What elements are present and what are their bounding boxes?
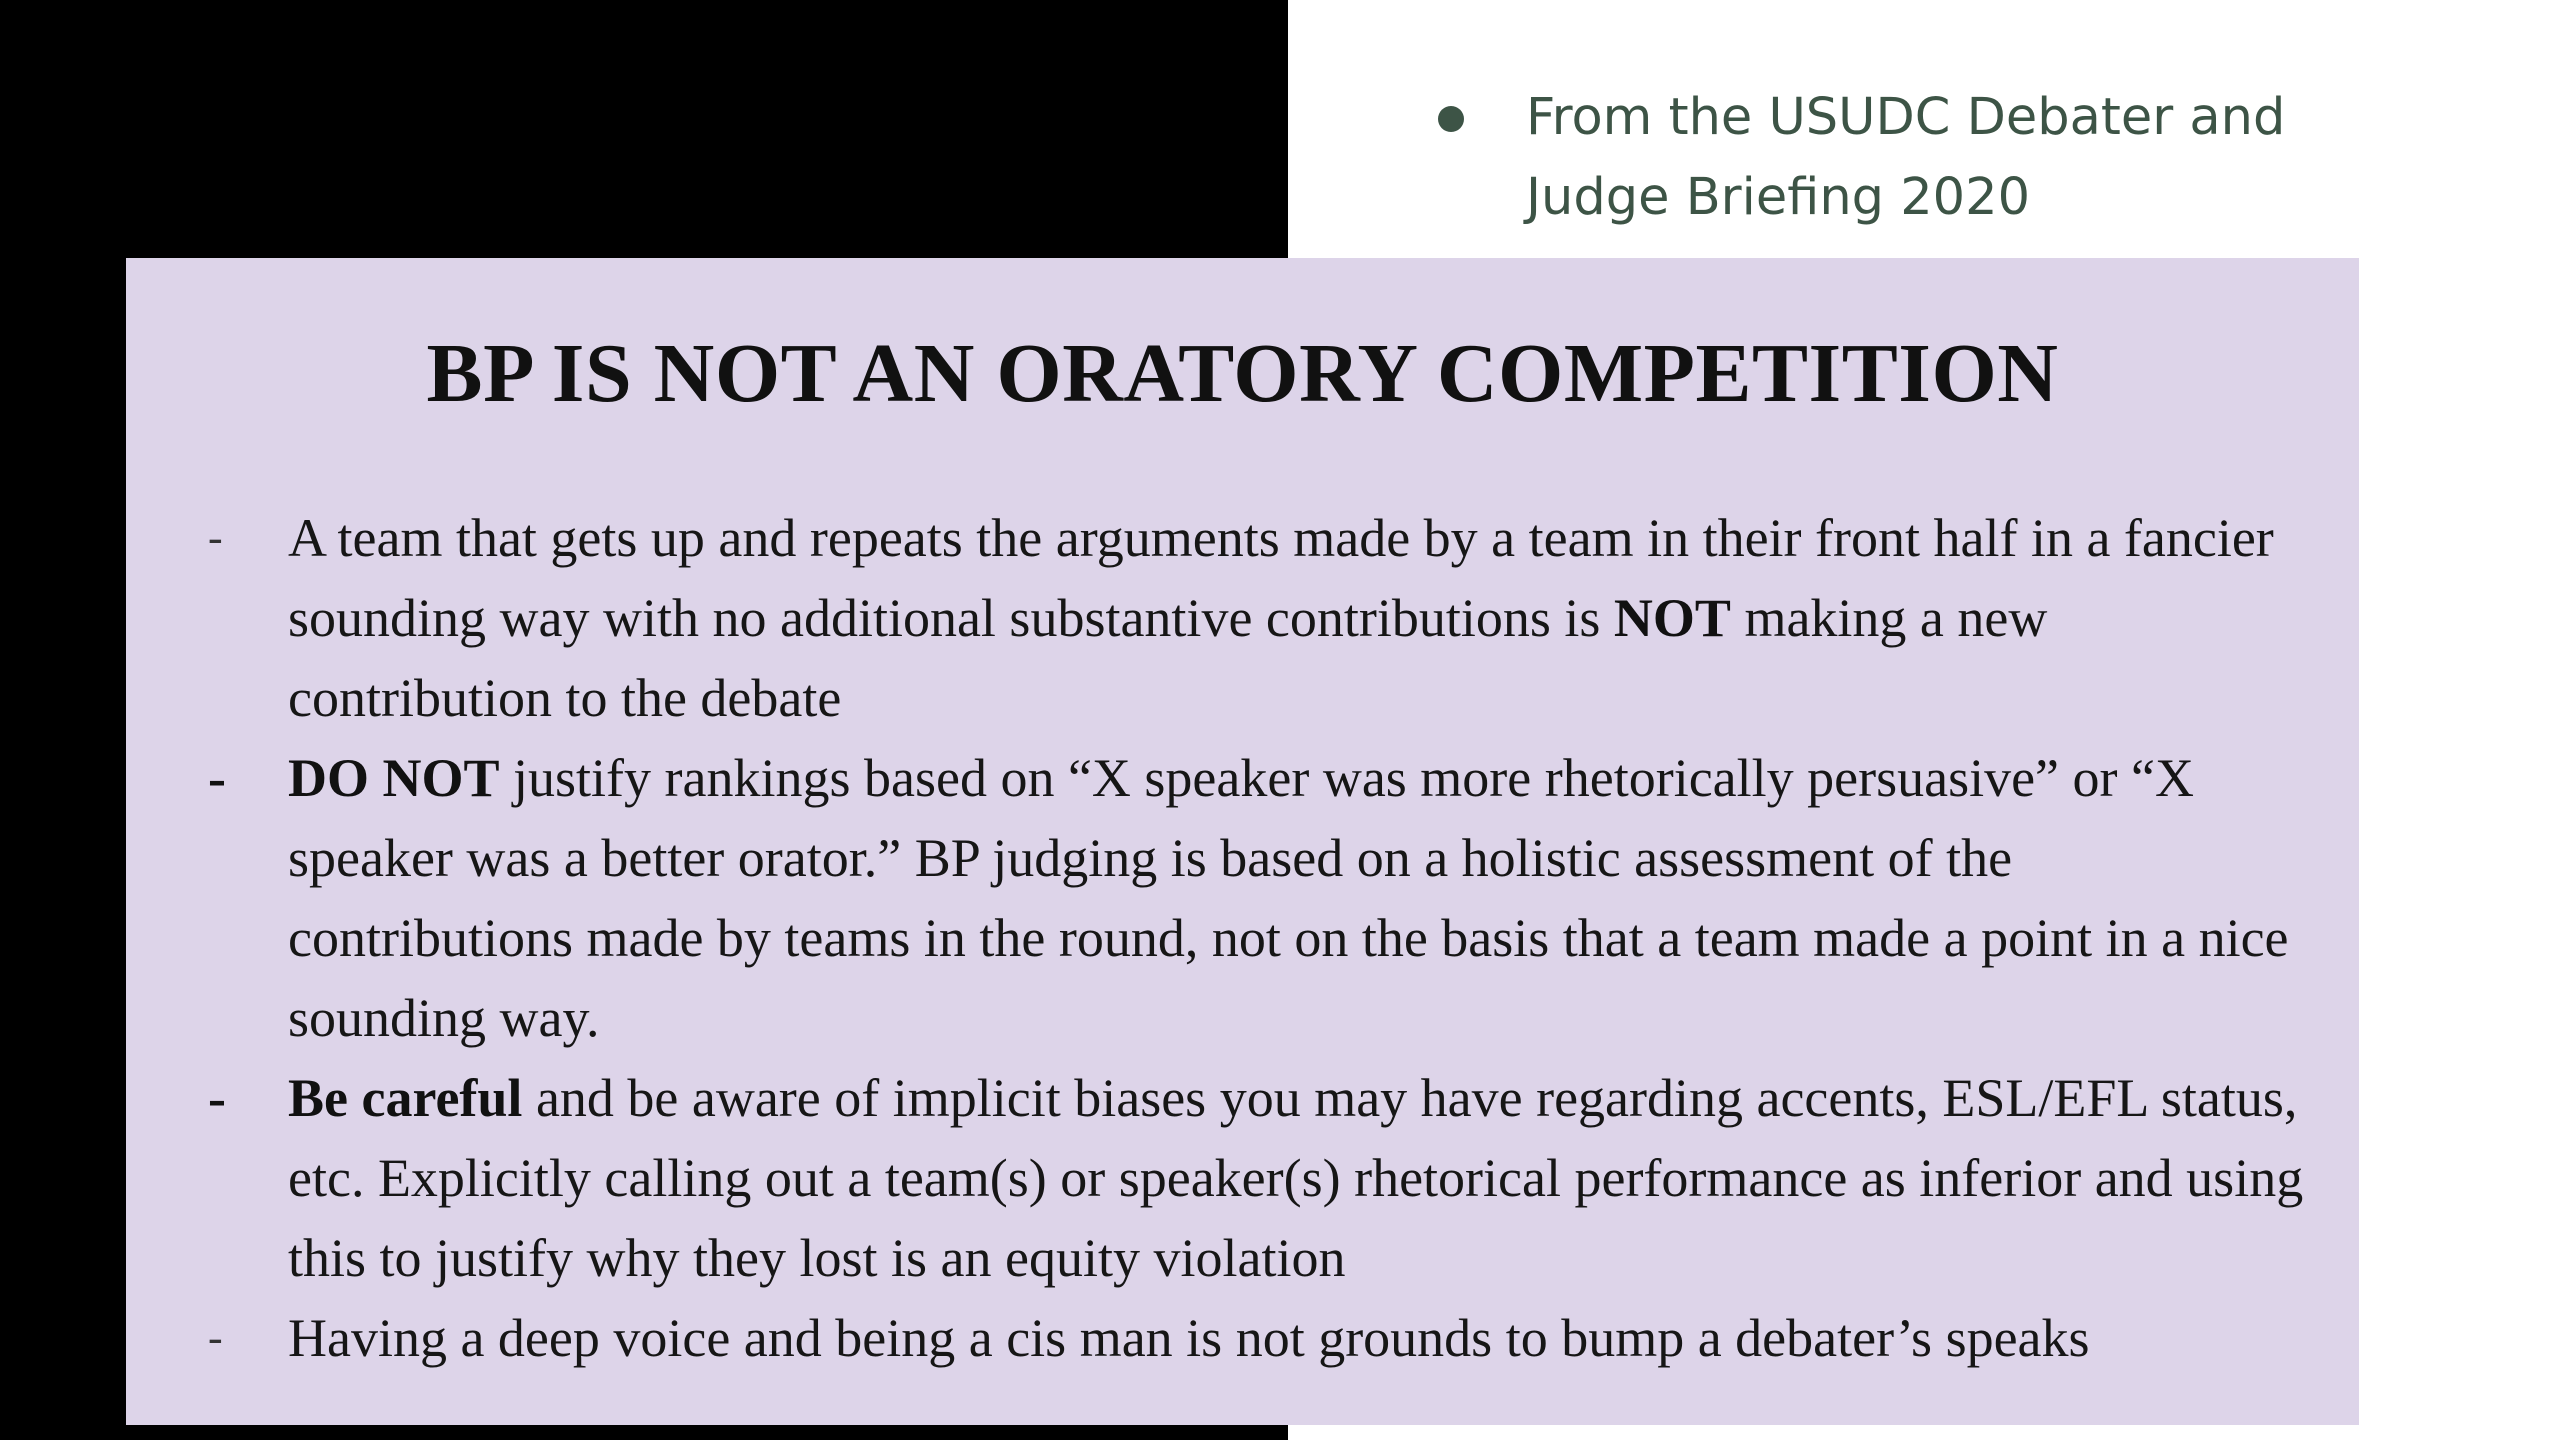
bullet-dot-icon	[1438, 106, 1464, 132]
guideline-text-part: making a new contribution to the debate	[288, 588, 2048, 728]
guideline-item-rankings-basis	[208, 738, 2308, 1058]
emphasis-text: Be careful	[288, 1068, 523, 1128]
guideline-item-deep-voice	[208, 1298, 2308, 1378]
card-title: BP IS NOT AN ORATORY COMPETITION	[426, 327, 2059, 420]
guideline-text	[288, 498, 2308, 738]
source-note-text: From the USUDC Debater and Judge Briefing 2020	[1526, 88, 2286, 227]
guideline-text	[288, 1058, 2308, 1298]
guideline-item-implicit-biases	[208, 1058, 2308, 1298]
guideline-text: Having a deep voice and being a cis man is not grounds to bump a debater’s speaks	[288, 1308, 2090, 1368]
guideline-card	[126, 258, 2359, 1425]
guideline-list	[208, 498, 2308, 1378]
guideline-text-part: and be aware of implicit biases you may have regarding accents, ESL/EFL status, etc. Explicitly calling out a team(s) or speaker(s) rhetorical performance as inferior and using this to justify why they lost is an equity violation	[288, 1068, 2304, 1288]
guideline-item-repeating-arguments	[208, 498, 2308, 738]
dash-marker: -	[208, 748, 226, 808]
dash-marker: -	[208, 1313, 223, 1362]
emphasis-text: NOT	[1613, 588, 1731, 648]
dash-marker: -	[208, 1068, 226, 1128]
emphasis-text: DO NOT	[288, 748, 500, 808]
source-note	[1438, 78, 2398, 238]
guideline-text	[288, 738, 2308, 1058]
dash-marker: -	[208, 513, 223, 562]
guideline-text-part: A team that gets up and repeats the arguments made by a team in their front half in a fancier sounding way with no additional substantive contributions is	[288, 508, 2274, 648]
guideline-text-part: justify rankings based on “X speaker was more rhetorically persuasive” or “X speaker was a better orator.” BP judging is based on a holistic assessment of the contributions made by teams in the round, not on the basis that a team made a point in a nice sounding way.	[288, 748, 2289, 1048]
